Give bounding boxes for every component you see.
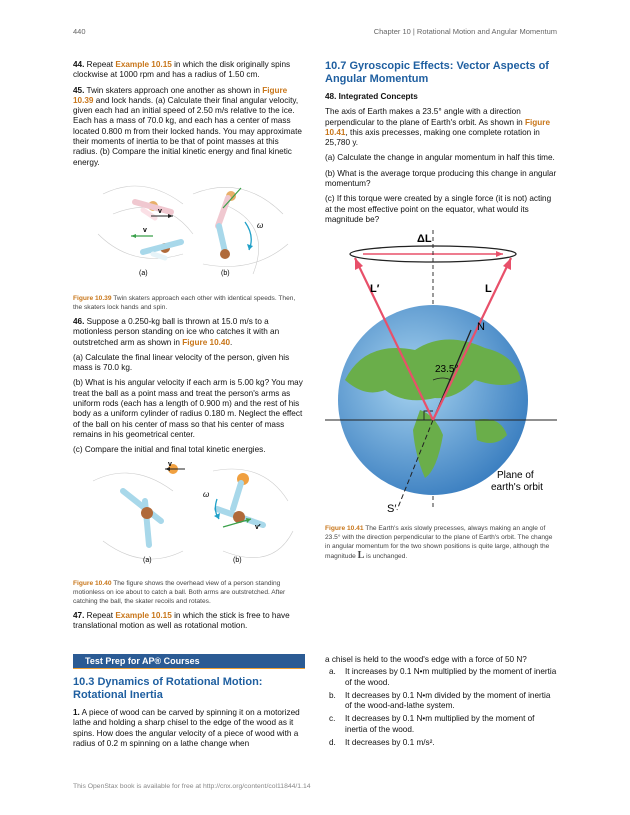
figure-10-41-caption: Figure 10.41 The Earth's axis slowly precesses, always making an angle of 23.5° with the direction perpendicular to the plane of Earth's orbit. The change in angular momentum for the two shown positions is quite large, although the magnitude L is unchanged. — [325, 525, 553, 562]
svg-text:S′: S′ — [387, 503, 397, 516]
svg-text:(b): (b) — [221, 269, 230, 277]
question-1: 1. A piece of wood can be carved by spinning it on a motorized lathe and holding a sharp chisel to the edge of the wood as it spins. How does the angular velocity of a piece of wood with a radius of 0.2 m spinning on a lathe change when — [73, 708, 300, 748]
test-prep-right — [325, 655, 557, 751]
svg-text:(a): (a) — [143, 556, 152, 564]
svg-text:L: L — [485, 283, 492, 296]
figure-10-40-caption: Figure 10.40 The figure shows the overhead view of a person standing motionless on ice about to catch a ball. Both arms are outstretched. After catching the ball, the skater recoils and rotates. — [73, 579, 286, 605]
svg-text:(b): (b) — [233, 556, 242, 564]
skater-head — [220, 249, 230, 259]
section-heading-10-3: 10.3 Dynamics of Rotational Motion: Rotational Inertia — [73, 676, 263, 701]
option-c[interactable]: c. It decreases by 0.1 N•m multiplied by the moment of inertia of the wood. — [329, 714, 535, 734]
example-10-15-link[interactable]: Example 10.15 — [115, 60, 172, 69]
svg-text:v: v — [168, 460, 172, 468]
example-10-15-link[interactable]: Example 10.15 — [115, 610, 172, 620]
problem-47: 47. Repeat Example 10.15 in which the stick is free to have translational motion as well as rotational motion. — [73, 610, 290, 630]
problem-45: 45. Twin skaters approach one another as shown in Figure 10.39 and lock hands. (a) Calculate their final angular velocity, given each had an initial speed of 2.50 m/s relative to the ice. Each has a mass of 70.0 kg, and each has a center of mass located 0.800 m from their locked hands. You may approximate their moments of inertia to be that of point masses at this radius. (b) Compare the initial kinetic energy and final kinetic energy. — [73, 85, 302, 167]
figure-10-39-link[interactable]: Figure 10.39 — [73, 85, 288, 105]
figure-10-39-caption: Figure 10.39 Twin skaters approach each other with identical speeds. Then, the skaters lock hands and spin. — [73, 294, 296, 311]
figure-10-41 — [325, 230, 557, 520]
problem-48: The axis of Earth makes a 23.5° angle with a direction perpendicular to the plane of Earth's orbit. As shown in Figure 10.41, this axis precesses, making one complete rotation in 25,780 y. — [325, 107, 551, 148]
svg-text:earth's orbit: earth's orbit — [491, 482, 543, 494]
option-d[interactable]: d. It decreases by 0.1 m/s². — [329, 738, 435, 748]
svg-text:ω: ω — [257, 220, 264, 230]
problem-46c: (c) Compare the initial and final total kinetic energies. — [73, 445, 266, 455]
problem-46a: (a) Calculate the final linear velocity of the person, given his mass is 70.0 kg. — [73, 352, 290, 373]
problem-46: 46. Suppose a 0.250-kg ball is thrown at 15.0 m/s to a motionless person standing on ice who catches it with an outstretched arm as shown in Figure 10.40. — [73, 316, 280, 347]
svg-text:v: v — [158, 207, 162, 215]
page-number: 440 — [73, 27, 86, 36]
figure-10-40-link[interactable]: Figure 10.40 — [182, 337, 231, 347]
figure-10-41-link[interactable]: Figure 10.41 — [325, 117, 551, 137]
svg-text:23.5°: 23.5° — [435, 364, 459, 376]
section-heading-10-7: 10.7 Gyroscopic Effects: Vector Aspects of Angular Momentum — [325, 60, 549, 85]
svg-text:L′: L′ — [370, 283, 380, 296]
svg-text:ω: ω — [203, 489, 210, 499]
left-column — [73, 60, 305, 636]
figure-10-40 — [73, 461, 305, 573]
question-1-continued: a chisel is held to the wood's edge with a force of 50 N? — [325, 655, 527, 664]
answer-options — [325, 667, 557, 748]
footer-license: This OpenStax book is available for free at http://cnx.org/content/col11844/1.14 — [73, 783, 311, 790]
svg-text:v: v — [143, 226, 147, 234]
right-column — [325, 60, 557, 566]
chapter-header: Chapter 10 | Rotational Motion and Angular Momentum — [373, 27, 557, 36]
svg-text:Plane of: Plane of — [497, 470, 534, 482]
test-prep-banner: Test Prep for AP® Courses — [73, 654, 305, 668]
person-head — [141, 507, 153, 519]
option-a[interactable]: a. It increases by 0.1 N•m multiplied by the moment of inertia of the wood. — [329, 667, 557, 687]
problem-48-title: 48. Integrated Concepts — [325, 92, 418, 101]
option-b[interactable]: b. It decreases by 0.1 N•m divided by the moment of inertia of the wood-and-lathe system. — [329, 690, 551, 711]
problem-44: 44. Repeat Example 10.15 in which the disk originally spins clockwise at 1000 rpm and has a radius of 1.50 cm. — [73, 60, 291, 80]
test-prep-divider — [73, 668, 305, 669]
problem-48c: (c) If this torque were created by a single force (it is not) acting at the most effective point on the equator, what would its magnitude be? — [325, 194, 552, 224]
figure-10-39 — [73, 174, 305, 286]
problem-48a: (a) Calculate the change in angular momentum in half this time. — [325, 153, 555, 163]
svg-text:(a): (a) — [139, 269, 148, 277]
svg-text:N: N — [477, 321, 485, 334]
problem-48b: (b) What is the average torque producing this change in angular momentum? — [325, 168, 557, 189]
test-prep-left — [73, 676, 305, 754]
svg-text:v′: v′ — [255, 523, 261, 531]
svg-text:ΔL: ΔL — [417, 233, 432, 246]
problem-46b: (b) What is his angular velocity if each arm is 5.00 kg? You may treat the ball as a point mass and treat the person's arms as uniform rods (each has a length of 0.900 m) and the rest of his body as a uniform cylinder of radius 0.180 m. Neglect the effect of the ball on his center of mass so that his center of mass remains in his geometrical center. — [73, 378, 303, 439]
